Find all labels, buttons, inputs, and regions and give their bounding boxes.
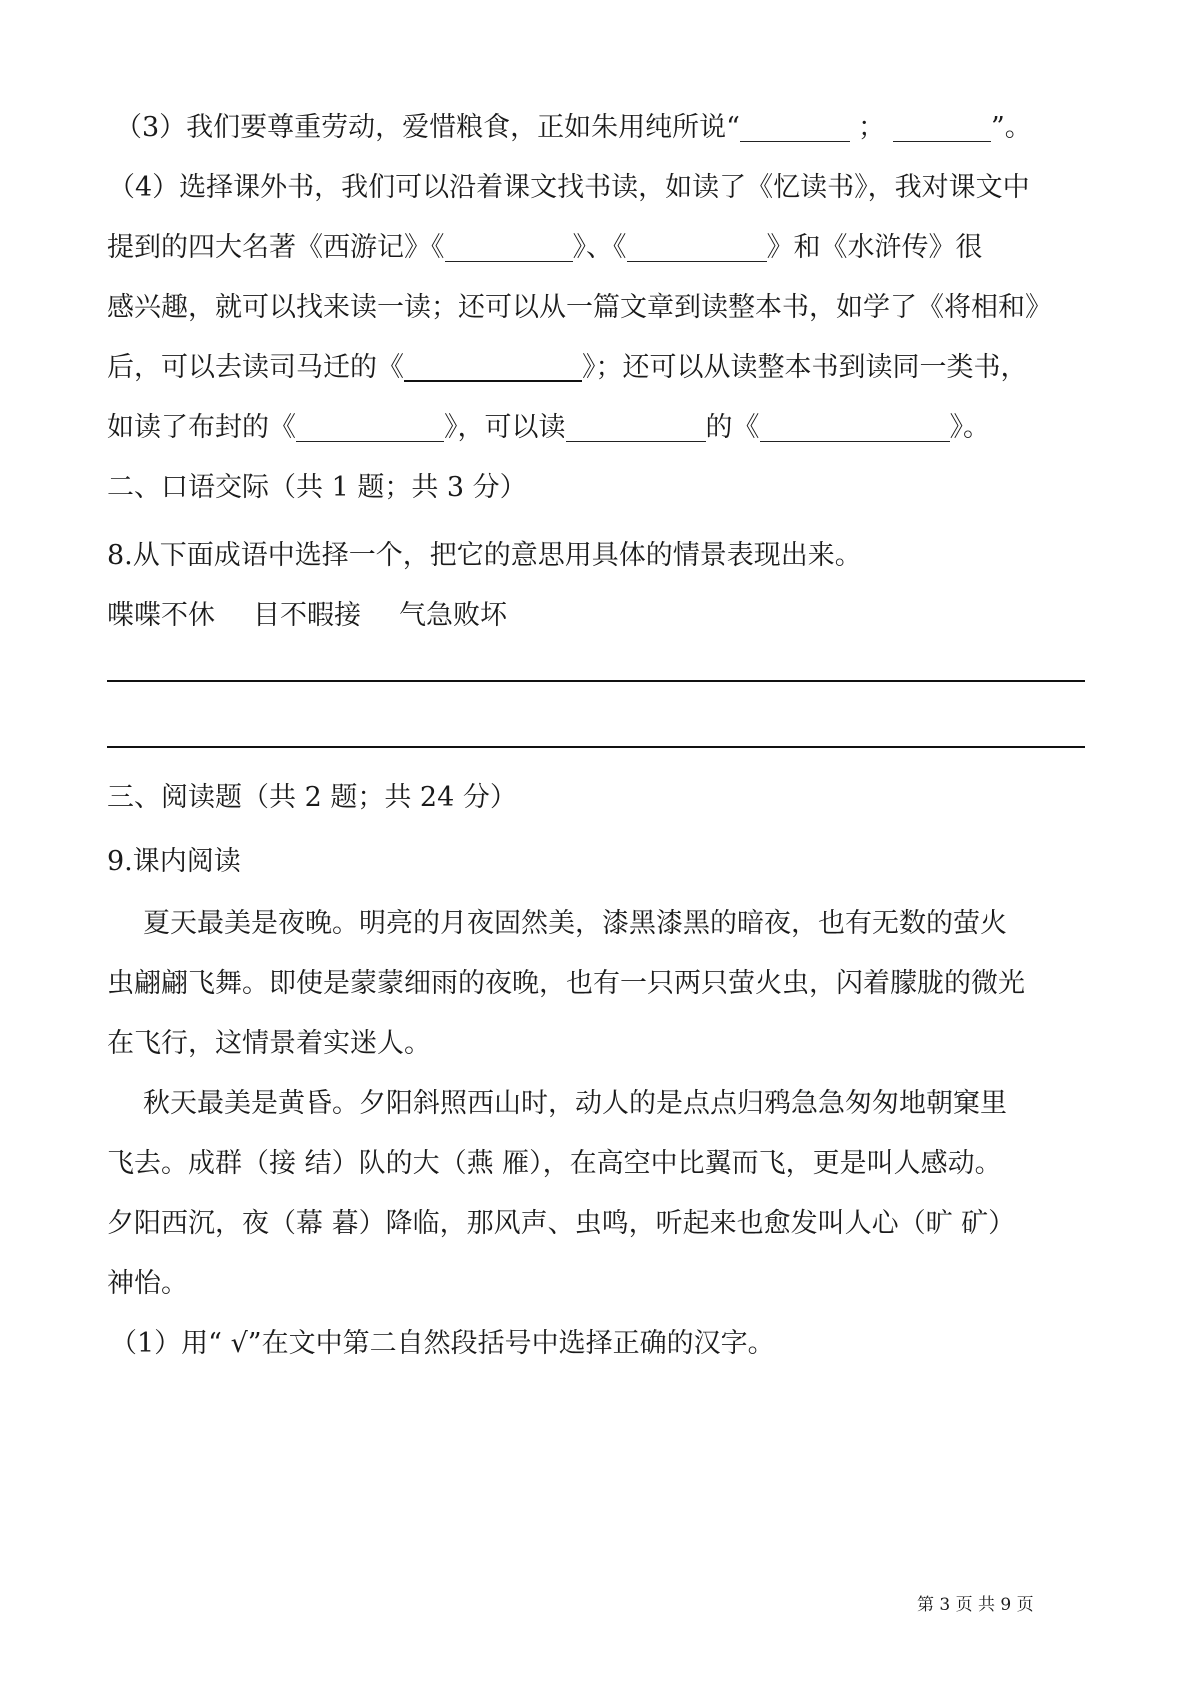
q7-part4-line5: [107, 410, 1091, 446]
q8-idioms: [107, 598, 1091, 634]
q7-part3-text-b: ；: [857, 112, 885, 143]
answer-blank[interactable]: [760, 413, 950, 442]
section-title: 二、口语交际（共 1 题；共 3 分）: [107, 472, 527, 503]
page-number-text: 第 3 页 共 9 页: [917, 1595, 1034, 1615]
q7-part4-text: 如读了布封的《: [107, 412, 296, 443]
answer-blank[interactable]: [627, 233, 767, 262]
passage-p2-line3: [107, 1206, 1091, 1242]
question-title: 9.课内阅读: [107, 846, 241, 877]
passage-p2-line4: [107, 1266, 1091, 1302]
passage-text: 虫翩翩飞舞。即使是蒙蒙细雨的夜晚，也有一只两只萤火虫，闪着朦胧的微光: [107, 968, 1025, 999]
answer-line-2[interactable]: [107, 746, 1085, 748]
q7-part3: [115, 110, 1091, 146]
q7-part4-text: 》。: [949, 412, 990, 443]
q7-part4-text: 后，可以去读司马迁的《: [107, 352, 404, 383]
passage-text: 在飞行，这情景着实迷人。: [107, 1028, 431, 1059]
passage-p1-line1: [143, 906, 1091, 942]
answer-blank[interactable]: [445, 233, 573, 262]
passage-text: 秋天最美是黄昏。夕阳斜照西山时，动人的是点点归鸦急急匆匆地朝窠里: [143, 1088, 1007, 1119]
answer-line-1[interactable]: [107, 680, 1085, 682]
passage-text: 神怡。: [107, 1268, 188, 1299]
q7-part4-text: 》和《水浒传》很: [766, 232, 983, 263]
q7-part4-text: 》；还可以从读整本书到读同一类书，: [582, 352, 1028, 383]
answer-blank[interactable]: [740, 113, 850, 142]
q7-part4-text: 》、《: [572, 232, 627, 263]
answer-blank[interactable]: [404, 352, 582, 382]
passage-text: 夕阳西沉，夜（幕 暮）降临，那风声、虫鸣，听起来也愈发叫人心（旷 矿）: [107, 1208, 1016, 1239]
passage-text: 飞去。成群（接 结）队的大（燕 雁），在高空中比翼而飞，更是叫人感动。: [107, 1148, 1002, 1179]
section2-title: [107, 470, 1091, 506]
q7-part4-text: （4）选择课外书，我们可以沿着课文找书读，如读了《忆读书》，我对课文中: [108, 172, 1030, 203]
question-text: 8.从下面成语中选择一个，把它的意思用具体的情景表现出来。: [107, 540, 862, 571]
idiom-1: 喋喋不休: [107, 600, 215, 631]
question-text: （1）用“ √”在文中第二自然段括号中选择正确的汉字。: [110, 1328, 775, 1359]
passage-p2-line2: [107, 1146, 1091, 1182]
passage-p2-line1: [143, 1086, 1091, 1122]
q7-part4-text: 提到的四大名著《西游记》《: [107, 232, 445, 263]
page-number: [917, 1594, 1034, 1616]
q8-prompt: [107, 538, 1091, 574]
answer-blank[interactable]: [893, 113, 991, 142]
q9-title: [107, 844, 1091, 880]
q7-part3-text-c: ”。: [990, 112, 1032, 143]
q7-part4-text: 》，可以读: [444, 412, 566, 443]
q7-part4-line1: [108, 170, 1091, 206]
passage-text: 夏天最美是夜晚。明亮的月夜固然美，漆黑漆黑的暗夜，也有无数的萤火: [143, 908, 1007, 939]
answer-blank[interactable]: [296, 413, 444, 442]
section3-title: [107, 780, 1091, 816]
q7-part4-line4: [107, 350, 1091, 386]
q7-part4-line2: [107, 230, 1091, 266]
idiom-3: 气急败坏: [399, 600, 507, 631]
idiom-2: 目不暇接: [253, 600, 361, 631]
passage-p1-line3: [107, 1026, 1091, 1062]
q7-part4-line3: [107, 290, 1091, 326]
q7-part3-text-a: （3）我们要尊重劳动，爱惜粮食，正如朱用纯所说“: [115, 112, 740, 143]
q7-part4-text: 感兴趣，就可以找来读一读；还可以从一篇文章到读整本书，如学了《将相和》: [107, 292, 1052, 323]
answer-blank[interactable]: [566, 413, 706, 442]
q7-part4-text: 的《: [705, 412, 760, 443]
q9-sub1: [110, 1326, 1091, 1362]
passage-p1-line2: [107, 966, 1091, 1002]
section-title: 三、阅读题（共 2 题；共 24 分）: [107, 782, 517, 813]
